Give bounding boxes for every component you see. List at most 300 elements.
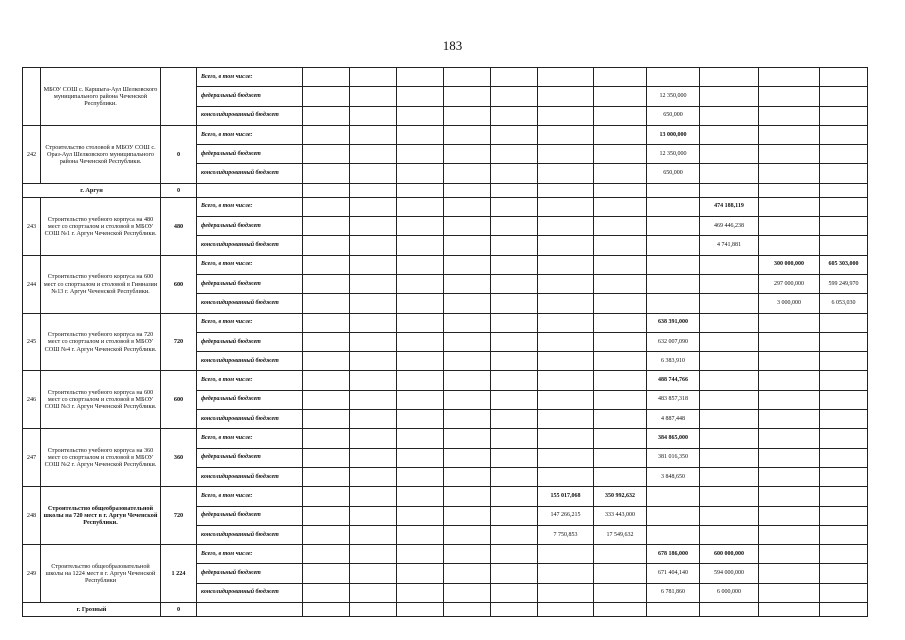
value-cell bbox=[491, 145, 538, 164]
value-cell bbox=[444, 467, 491, 486]
value-cell: 4 887,448 bbox=[647, 410, 700, 429]
value-cell bbox=[700, 68, 759, 87]
value-cell: 605 303,000 bbox=[820, 255, 868, 274]
value-cell bbox=[350, 236, 397, 255]
value-cell bbox=[820, 371, 868, 390]
value-cell bbox=[444, 87, 491, 106]
value-cell bbox=[700, 313, 759, 332]
value-cell bbox=[197, 183, 303, 197]
value-cell bbox=[594, 352, 647, 371]
table-row bbox=[23, 371, 868, 390]
row-number: 242 bbox=[23, 125, 41, 183]
value-cell bbox=[350, 125, 397, 144]
value-cell bbox=[491, 332, 538, 351]
value-cell: 384 865,000 bbox=[647, 429, 700, 448]
value-cell bbox=[491, 68, 538, 87]
project-name: Строительство общеобразовательной школы на 720 мест в г. Аргун Чеченской Республики. bbox=[41, 487, 161, 545]
value-cell bbox=[397, 294, 444, 313]
city-row bbox=[23, 183, 868, 197]
value-cell bbox=[491, 545, 538, 564]
source-label: федеральный бюджет bbox=[197, 87, 303, 106]
value-cell bbox=[444, 145, 491, 164]
value-cell bbox=[759, 583, 820, 602]
value-cell bbox=[444, 429, 491, 448]
capacity: 0 bbox=[161, 125, 197, 183]
value-cell bbox=[700, 448, 759, 467]
value-cell bbox=[397, 164, 444, 183]
value-cell bbox=[538, 603, 594, 617]
value-cell bbox=[700, 255, 759, 274]
value-cell bbox=[594, 236, 647, 255]
value-cell bbox=[491, 429, 538, 448]
value-cell bbox=[397, 183, 444, 197]
value-cell bbox=[594, 467, 647, 486]
value-cell bbox=[444, 255, 491, 274]
value-cell bbox=[444, 583, 491, 602]
value-cell bbox=[303, 106, 350, 125]
source-label: консолидированный бюджет bbox=[197, 583, 303, 602]
value-cell bbox=[303, 448, 350, 467]
capacity: 720 bbox=[161, 313, 197, 371]
capacity: 480 bbox=[161, 197, 197, 255]
value-cell bbox=[350, 255, 397, 274]
capacity: 360 bbox=[161, 429, 197, 487]
value-cell bbox=[759, 183, 820, 197]
page-number: 183 bbox=[442, 38, 463, 53]
city-name: г. Аргун bbox=[23, 183, 161, 197]
source-label: Всего, в том числе: bbox=[197, 255, 303, 274]
value-cell bbox=[303, 603, 350, 617]
value-cell bbox=[647, 487, 700, 506]
source-label: федеральный бюджет bbox=[197, 332, 303, 351]
value-cell bbox=[820, 506, 868, 525]
value-cell bbox=[820, 410, 868, 429]
value-cell bbox=[700, 410, 759, 429]
value-cell bbox=[397, 603, 444, 617]
value-cell bbox=[647, 236, 700, 255]
value-cell bbox=[647, 68, 700, 87]
value-cell bbox=[820, 183, 868, 197]
value-cell bbox=[303, 506, 350, 525]
value-cell bbox=[594, 313, 647, 332]
value-cell bbox=[538, 217, 594, 236]
row-number: 247 bbox=[23, 429, 41, 487]
source-label: консолидированный бюджет bbox=[197, 467, 303, 486]
value-cell: 488 744,766 bbox=[647, 371, 700, 390]
value-cell bbox=[759, 352, 820, 371]
source-label: консолидированный бюджет bbox=[197, 352, 303, 371]
value-cell bbox=[444, 390, 491, 409]
value-cell bbox=[759, 217, 820, 236]
value-cell bbox=[444, 313, 491, 332]
value-cell bbox=[350, 274, 397, 293]
value-cell bbox=[303, 274, 350, 293]
table-row bbox=[23, 197, 868, 216]
value-cell bbox=[700, 294, 759, 313]
capacity: 1 224 bbox=[161, 545, 197, 603]
row-number bbox=[23, 68, 41, 126]
value-cell bbox=[759, 106, 820, 125]
value-cell bbox=[491, 294, 538, 313]
value-cell bbox=[491, 183, 538, 197]
value-cell bbox=[397, 506, 444, 525]
value-cell bbox=[397, 545, 444, 564]
budget-table bbox=[22, 67, 868, 617]
value-cell bbox=[820, 164, 868, 183]
value-cell bbox=[700, 506, 759, 525]
value-cell bbox=[700, 87, 759, 106]
value-cell bbox=[350, 87, 397, 106]
value-cell: 671 404,140 bbox=[647, 564, 700, 583]
value-cell bbox=[820, 564, 868, 583]
value-cell bbox=[491, 217, 538, 236]
value-cell bbox=[491, 236, 538, 255]
value-cell: 650,000 bbox=[647, 106, 700, 125]
value-cell bbox=[820, 487, 868, 506]
value-cell bbox=[350, 603, 397, 617]
source-label: Всего, в том числе: bbox=[197, 197, 303, 216]
value-cell bbox=[303, 236, 350, 255]
value-cell bbox=[759, 603, 820, 617]
city-row bbox=[23, 603, 868, 617]
value-cell bbox=[820, 429, 868, 448]
table-row bbox=[23, 125, 868, 144]
value-cell bbox=[594, 197, 647, 216]
source-label: Всего, в том числе: bbox=[197, 545, 303, 564]
value-cell bbox=[303, 545, 350, 564]
value-cell bbox=[538, 410, 594, 429]
value-cell bbox=[594, 603, 647, 617]
source-label: Всего, в том числе: bbox=[197, 68, 303, 87]
value-cell bbox=[397, 313, 444, 332]
value-cell: 6 383,910 bbox=[647, 352, 700, 371]
value-cell bbox=[700, 371, 759, 390]
value-cell bbox=[444, 603, 491, 617]
value-cell bbox=[647, 603, 700, 617]
value-cell bbox=[303, 294, 350, 313]
value-cell bbox=[538, 390, 594, 409]
value-cell bbox=[444, 545, 491, 564]
value-cell bbox=[397, 352, 444, 371]
value-cell: 469 446,238 bbox=[700, 217, 759, 236]
value-cell bbox=[820, 87, 868, 106]
value-cell bbox=[538, 564, 594, 583]
value-cell bbox=[759, 525, 820, 544]
value-cell bbox=[397, 525, 444, 544]
value-cell bbox=[538, 236, 594, 255]
value-cell bbox=[444, 564, 491, 583]
value-cell bbox=[759, 410, 820, 429]
value-cell bbox=[820, 313, 868, 332]
value-cell: 599 249,970 bbox=[820, 274, 868, 293]
value-cell bbox=[444, 506, 491, 525]
value-cell bbox=[700, 429, 759, 448]
value-cell: 4 741,881 bbox=[700, 236, 759, 255]
source-label: федеральный бюджет bbox=[197, 217, 303, 236]
value-cell: 594 000,000 bbox=[700, 564, 759, 583]
value-cell bbox=[397, 106, 444, 125]
value-cell bbox=[759, 390, 820, 409]
value-cell bbox=[820, 525, 868, 544]
value-cell bbox=[491, 448, 538, 467]
source-label: Всего, в том числе: bbox=[197, 371, 303, 390]
value-cell bbox=[594, 332, 647, 351]
value-cell bbox=[491, 87, 538, 106]
value-cell bbox=[538, 467, 594, 486]
value-cell bbox=[491, 467, 538, 486]
value-cell bbox=[303, 429, 350, 448]
value-cell: 381 016,350 bbox=[647, 448, 700, 467]
value-cell bbox=[444, 197, 491, 216]
value-cell bbox=[444, 164, 491, 183]
value-cell: 300 000,000 bbox=[759, 255, 820, 274]
value-cell bbox=[397, 217, 444, 236]
value-cell bbox=[303, 390, 350, 409]
value-cell bbox=[538, 68, 594, 87]
capacity: 600 bbox=[161, 255, 197, 313]
value-cell bbox=[759, 125, 820, 144]
value-cell bbox=[594, 87, 647, 106]
value-cell bbox=[197, 603, 303, 617]
value-cell bbox=[538, 183, 594, 197]
value-cell bbox=[700, 332, 759, 351]
value-cell bbox=[303, 183, 350, 197]
value-cell bbox=[594, 183, 647, 197]
value-cell bbox=[303, 87, 350, 106]
value-cell bbox=[303, 145, 350, 164]
source-label: федеральный бюджет bbox=[197, 564, 303, 583]
source-label: консолидированный бюджет bbox=[197, 106, 303, 125]
value-cell bbox=[759, 145, 820, 164]
value-cell bbox=[491, 106, 538, 125]
value-cell bbox=[820, 68, 868, 87]
source-label: Всего, в том числе: bbox=[197, 313, 303, 332]
value-cell bbox=[491, 487, 538, 506]
source-label: консолидированный бюджет bbox=[197, 164, 303, 183]
project-name: Строительство учебного корпуса на 600 мест со спортзалом и столовой в МБОУ СОШ №3 г. Аргун Чеченской Республики. bbox=[41, 371, 161, 429]
value-cell bbox=[820, 197, 868, 216]
value-cell bbox=[444, 274, 491, 293]
table-row bbox=[23, 487, 868, 506]
value-cell bbox=[700, 603, 759, 617]
value-cell bbox=[350, 68, 397, 87]
value-cell bbox=[700, 525, 759, 544]
capacity: 720 bbox=[161, 487, 197, 545]
value-cell bbox=[594, 217, 647, 236]
source-label: консолидированный бюджет bbox=[197, 294, 303, 313]
value-cell bbox=[444, 410, 491, 429]
value-cell bbox=[538, 197, 594, 216]
value-cell bbox=[444, 294, 491, 313]
source-label: федеральный бюджет bbox=[197, 274, 303, 293]
value-cell: 17 549,632 bbox=[594, 525, 647, 544]
value-cell: 483 857,318 bbox=[647, 390, 700, 409]
value-cell bbox=[444, 236, 491, 255]
value-cell bbox=[759, 429, 820, 448]
value-cell bbox=[444, 487, 491, 506]
value-cell bbox=[700, 487, 759, 506]
table-row bbox=[23, 313, 868, 332]
value-cell bbox=[303, 68, 350, 87]
value-cell bbox=[647, 506, 700, 525]
value-cell bbox=[594, 125, 647, 144]
value-cell bbox=[759, 564, 820, 583]
table-row bbox=[23, 68, 868, 87]
value-cell bbox=[397, 429, 444, 448]
value-cell bbox=[303, 371, 350, 390]
value-cell bbox=[700, 274, 759, 293]
value-cell bbox=[444, 332, 491, 351]
value-cell bbox=[759, 236, 820, 255]
value-cell bbox=[538, 352, 594, 371]
table-row bbox=[23, 545, 868, 564]
value-cell bbox=[350, 332, 397, 351]
value-cell: 3 848,650 bbox=[647, 467, 700, 486]
value-cell: 155 017,068 bbox=[538, 487, 594, 506]
source-label: консолидированный бюджет bbox=[197, 410, 303, 429]
project-name: Строительство учебного корпуса на 720 мест со спортзалом и столовой в МБОУ СОШ №4 г. Аргун Чеченской Республики. bbox=[41, 313, 161, 371]
value-cell bbox=[397, 564, 444, 583]
value-cell bbox=[700, 164, 759, 183]
row-number: 243 bbox=[23, 197, 41, 255]
value-cell bbox=[444, 217, 491, 236]
value-cell bbox=[759, 487, 820, 506]
value-cell bbox=[350, 183, 397, 197]
value-cell bbox=[444, 125, 491, 144]
project-name: Строительство учебного корпуса на 600 мест со спортзалом и столовой в Гимназии №13 г. Аргун Чеченской Республики. bbox=[41, 255, 161, 313]
value-cell bbox=[303, 564, 350, 583]
value-cell bbox=[647, 197, 700, 216]
value-cell bbox=[491, 410, 538, 429]
value-cell: 297 000,000 bbox=[759, 274, 820, 293]
row-number: 246 bbox=[23, 371, 41, 429]
value-cell bbox=[820, 390, 868, 409]
value-cell bbox=[491, 125, 538, 144]
value-cell bbox=[538, 274, 594, 293]
value-cell bbox=[303, 217, 350, 236]
value-cell bbox=[759, 197, 820, 216]
value-cell bbox=[397, 197, 444, 216]
value-cell bbox=[820, 448, 868, 467]
value-cell bbox=[350, 506, 397, 525]
source-label: консолидированный бюджет bbox=[197, 236, 303, 255]
value-cell bbox=[397, 410, 444, 429]
value-cell bbox=[350, 545, 397, 564]
value-cell bbox=[397, 145, 444, 164]
row-number: 248 bbox=[23, 487, 41, 545]
value-cell bbox=[538, 164, 594, 183]
value-cell bbox=[491, 506, 538, 525]
value-cell bbox=[397, 255, 444, 274]
value-cell bbox=[350, 525, 397, 544]
value-cell bbox=[491, 564, 538, 583]
source-label: федеральный бюджет bbox=[197, 506, 303, 525]
value-cell bbox=[647, 255, 700, 274]
value-cell: 12 350,000 bbox=[647, 87, 700, 106]
value-cell bbox=[538, 106, 594, 125]
value-cell bbox=[594, 164, 647, 183]
value-cell bbox=[538, 371, 594, 390]
value-cell bbox=[397, 68, 444, 87]
value-cell bbox=[538, 294, 594, 313]
value-cell bbox=[594, 68, 647, 87]
table-row bbox=[23, 429, 868, 448]
city-name: г. Грозный bbox=[23, 603, 161, 617]
value-cell bbox=[303, 487, 350, 506]
value-cell bbox=[759, 371, 820, 390]
value-cell bbox=[647, 274, 700, 293]
value-cell bbox=[350, 583, 397, 602]
value-cell: 678 186,000 bbox=[647, 545, 700, 564]
value-cell bbox=[397, 125, 444, 144]
value-cell bbox=[350, 410, 397, 429]
value-cell bbox=[759, 332, 820, 351]
value-cell bbox=[647, 294, 700, 313]
value-cell bbox=[820, 603, 868, 617]
value-cell bbox=[350, 371, 397, 390]
value-cell bbox=[538, 125, 594, 144]
value-cell bbox=[350, 164, 397, 183]
value-cell: 632 007,090 bbox=[647, 332, 700, 351]
value-cell bbox=[303, 332, 350, 351]
value-cell bbox=[820, 217, 868, 236]
project-name: Строительство учебного корпуса на 480 мест со спортзалом и столовой в МБОУ СОШ №1 г. Аргун Чеченской Республики. bbox=[41, 197, 161, 255]
value-cell bbox=[820, 332, 868, 351]
value-cell bbox=[759, 313, 820, 332]
value-cell bbox=[594, 545, 647, 564]
value-cell bbox=[303, 352, 350, 371]
value-cell bbox=[594, 274, 647, 293]
value-cell bbox=[303, 410, 350, 429]
value-cell bbox=[303, 164, 350, 183]
value-cell bbox=[538, 255, 594, 274]
value-cell bbox=[491, 274, 538, 293]
value-cell bbox=[538, 448, 594, 467]
value-cell bbox=[350, 487, 397, 506]
source-label: Всего, в том числе: bbox=[197, 487, 303, 506]
value-cell bbox=[350, 313, 397, 332]
value-cell bbox=[397, 467, 444, 486]
value-cell bbox=[700, 390, 759, 409]
value-cell bbox=[820, 125, 868, 144]
value-cell bbox=[700, 467, 759, 486]
value-cell bbox=[491, 371, 538, 390]
value-cell: 333 443,000 bbox=[594, 506, 647, 525]
value-cell bbox=[397, 236, 444, 255]
value-cell bbox=[594, 410, 647, 429]
capacity bbox=[161, 68, 197, 126]
table-row bbox=[23, 255, 868, 274]
source-label: федеральный бюджет bbox=[197, 145, 303, 164]
value-cell: 12 350,000 bbox=[647, 145, 700, 164]
value-cell: 6 781,860 bbox=[647, 583, 700, 602]
value-cell bbox=[350, 145, 397, 164]
capacity: 600 bbox=[161, 371, 197, 429]
value-cell bbox=[350, 390, 397, 409]
value-cell: 3 000,000 bbox=[759, 294, 820, 313]
value-cell bbox=[700, 125, 759, 144]
value-cell bbox=[303, 525, 350, 544]
value-cell bbox=[444, 106, 491, 125]
project-name: МБОУ СОШ с. Каршыга-Аул Шелковского муниципального района Чеченской Республики. bbox=[41, 68, 161, 126]
value-cell bbox=[759, 164, 820, 183]
value-cell bbox=[759, 506, 820, 525]
value-cell bbox=[397, 87, 444, 106]
city-value: 0 bbox=[161, 603, 197, 617]
value-cell bbox=[700, 352, 759, 371]
value-cell bbox=[397, 583, 444, 602]
value-cell bbox=[350, 448, 397, 467]
